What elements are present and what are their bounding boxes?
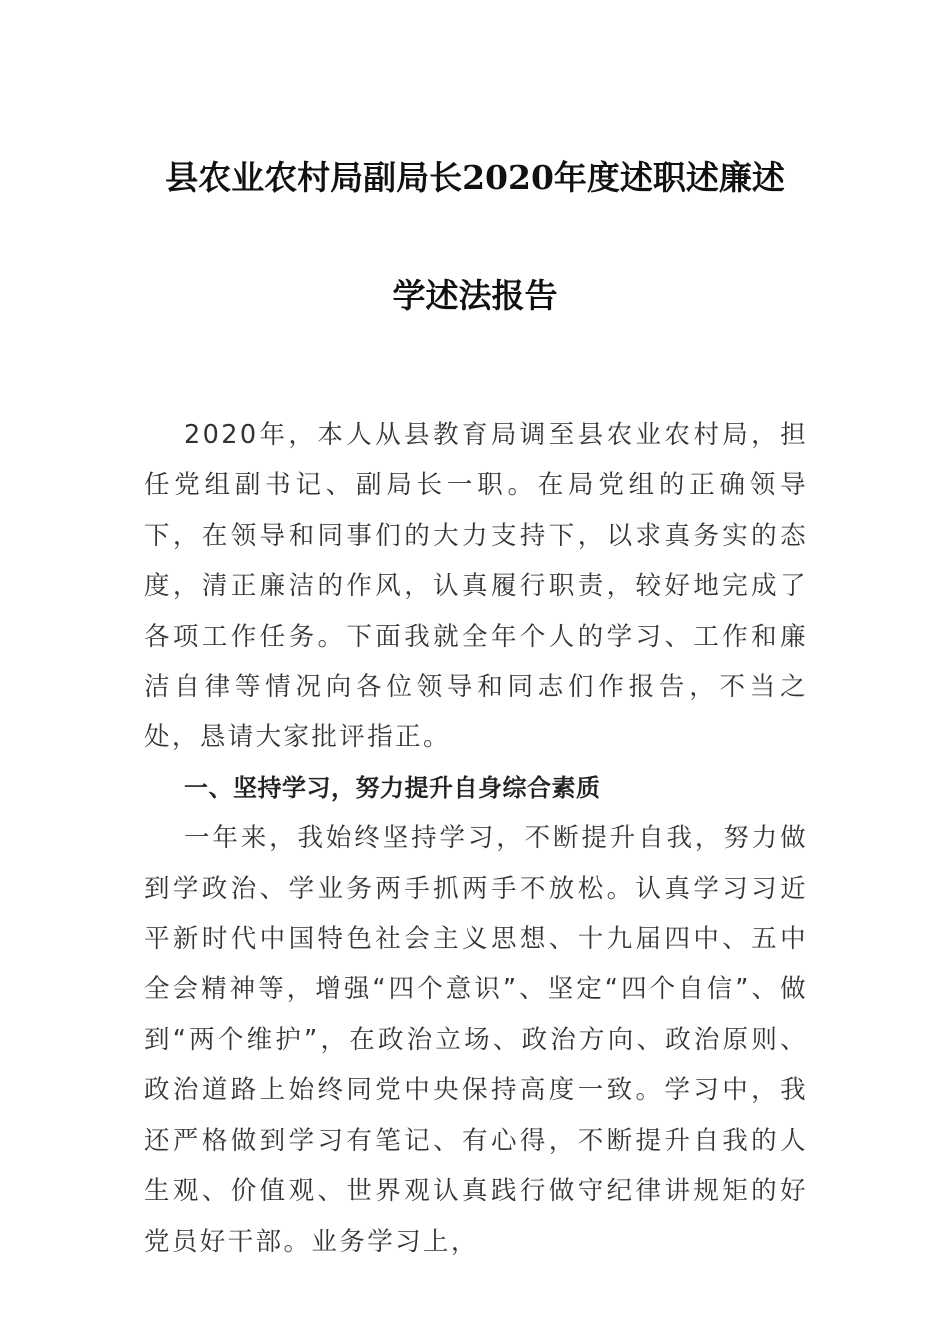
document-title-line2: 学述法报告 xyxy=(392,276,558,315)
section-1-paragraph: 一年来，我始终坚持学习，不断提升自我，努力做到学政治、学业务两手抓两手不放松。认真学习习近平新时代中国特色社会主义思想、十九届四中、五中全会精神等，增强“四个意识”、坚定“四个自信”、做到“两个维护”，在政治立场、政治方向、政治原则、政治道路上始终同党中央保持高度一致。学习中，我还严格做到学习有笔记、有心得，不断提升自我的人生观、价值观、世界观认真践行做守纪律讲规矩的好党员好干部。业务学习上， xyxy=(144,823,808,1257)
document-body xyxy=(144,410,808,1267)
intro-paragraph: 2020年，本人从县教育局调至县农业农村局，担任党组副书记、副局长一职。在局党组的正确领导下，在领导和同事们的大力支持下，以求真务实的态度，清正廉洁的作风，认真履行职责，较好地完成了各项工作任务。下面我就全年个人的学习、工作和廉洁自律等情况向各位领导和同志们作报告，不当之处，恳请大家批评指正。 xyxy=(144,420,808,753)
document-title-line1: 县农业农村局副局长2020年度述职述廉述 xyxy=(165,158,785,197)
section-heading-1: 一、坚持学习，努力提升自身综合素质 xyxy=(184,773,601,802)
